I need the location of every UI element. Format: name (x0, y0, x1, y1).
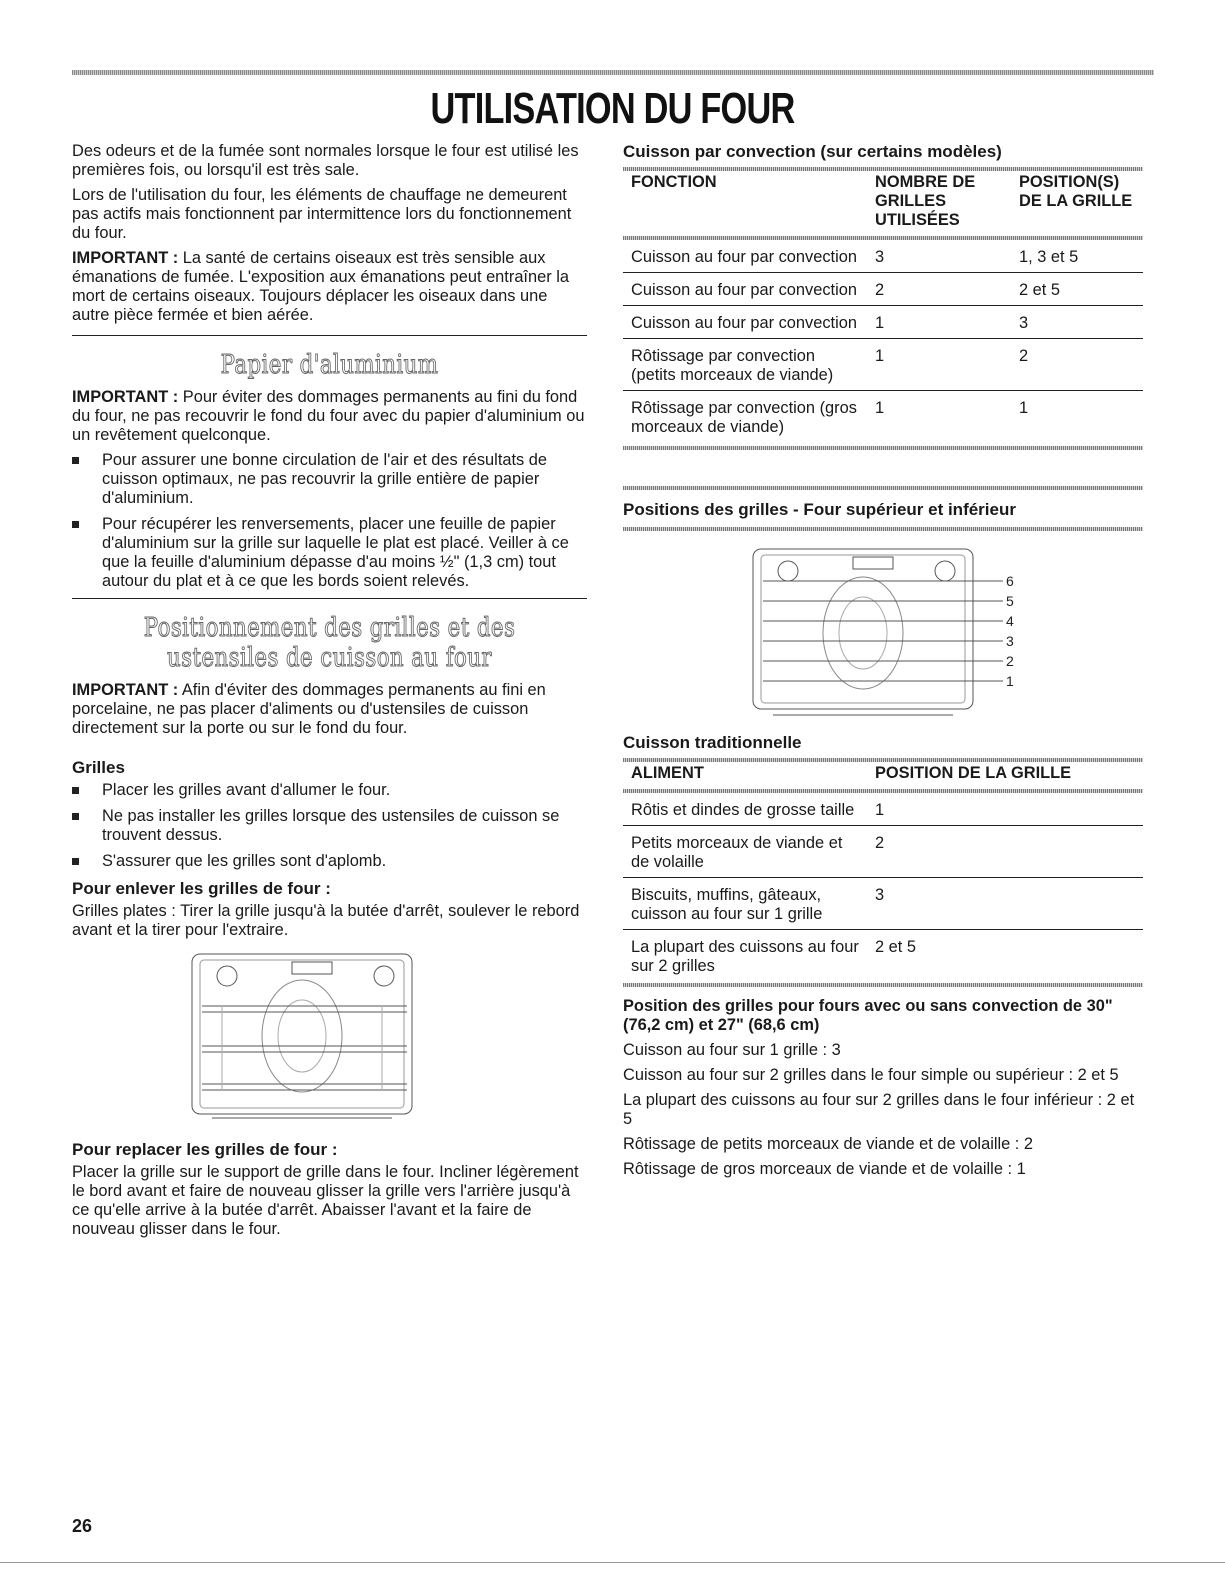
important-label: IMPORTANT : (72, 681, 179, 699)
important-text: Pour éviter des dommages permanents au fini du fond du four, ne pas recouvrir le fond du four avec du papier d'aluminium ou un revêtement quelconque. (72, 388, 585, 444)
column-header: FONCTION (631, 173, 717, 191)
table-header-row (623, 762, 1143, 789)
page-title: UTILISATION DU FOUR (430, 84, 795, 133)
replace-racks-text: Placer la grille sur le support de grille dans le four. Incliner légèrement le bord avant et faire de nouveau glisser la grille vers l'arrière jusqu'à ce qu'elle arrive à la butée d'arrêt. Abaisser l'avant et la faire de nouveau glisser dans le four. (72, 1163, 579, 1238)
column-header: NOMBRE DE GRILLES UTILISÉES (875, 173, 976, 229)
section-divider (72, 335, 587, 336)
table-cell: Biscuits, muffins, gâteaux, cuisson au four sur 1 grille (623, 878, 867, 930)
position-note-line: Cuisson au four sur 2 grilles dans le four simple ou supérieur : 2 et 5 (623, 1066, 1119, 1084)
column-header: POSITION(S) DE LA GRILLE (1019, 173, 1133, 210)
traditional-table (623, 762, 1143, 789)
position-note-line: Cuisson au four sur 1 grille : 3 (623, 1041, 841, 1059)
oven-rack-positions-diagram (623, 543, 1143, 723)
table-cell: Cuisson au four par convection (623, 306, 867, 339)
table-row (623, 339, 1143, 391)
positioning-important (72, 681, 587, 738)
table-row (623, 930, 1143, 982)
table-row (623, 240, 1143, 273)
convection-table (623, 171, 1143, 236)
right-column (623, 140, 1143, 1185)
replace-racks-heading: Pour replacer les grilles de four : (72, 1140, 338, 1159)
foil-important (72, 388, 587, 445)
remove-racks-text: Grilles plates : Tirer la grille jusqu'à la butée d'arrêt, soulever le rebord avant et la tirer pour l'extraire. (72, 902, 580, 939)
position-note-line: Rôtissage de gros morceaux de viande et de volaille : 1 (623, 1160, 1026, 1178)
table-bottom-hatch (623, 446, 1143, 450)
page-number: 26 (72, 1516, 93, 1536)
table-row (623, 878, 1143, 930)
table-row (623, 306, 1143, 339)
table-cell: Rôtis et dindes de grosse taille (631, 801, 855, 819)
table-row (623, 793, 1143, 826)
rack-label-3: 3 (1006, 633, 1014, 649)
table-cell: 1 (1011, 391, 1143, 443)
table-cell: Cuisson au four par convection (623, 273, 867, 306)
position-note-line: Rôtissage de petits morceaux de viande et de volaille : 2 (623, 1135, 1034, 1153)
list-item: Placer les grilles avant d'allumer le four. (72, 781, 587, 800)
table-cell: 3 (875, 248, 885, 266)
table-cell: 1, 3 et 5 (1019, 248, 1079, 266)
important-label: IMPORTANT : (72, 249, 179, 267)
convection-table-body (623, 240, 1143, 442)
racks-bullet-list (72, 781, 587, 871)
table-cell: 2 et 5 (867, 930, 1143, 982)
table-cell: 1 (867, 306, 1011, 339)
list-item: Ne pas installer les grilles lorsque des ustensiles de cuisson se trouvent dessus. (72, 807, 587, 845)
table-cell: 2 (867, 273, 1011, 306)
table-cell: 2 et 5 (1011, 273, 1143, 306)
section-divider (72, 598, 587, 599)
table-cell: Cuisson au four par convection (631, 248, 857, 266)
rack-label-6: 6 (1006, 573, 1014, 589)
column-header: POSITION DE LA GRILLE (875, 764, 1072, 782)
table-cell: 1 (867, 339, 1011, 391)
table-row (623, 826, 1143, 878)
table-cell: La plupart des cuissons au four sur 2 grilles (623, 930, 867, 982)
rack-label-5: 5 (1006, 593, 1014, 609)
rack-label-1: 1 (1006, 673, 1014, 689)
intro-paragraph-1: Des odeurs et de la fumée sont normales lorsque le four est utilisé les premières fois, ou lorsqu'il est très sale. (72, 142, 579, 179)
position-note-heading: Position des grilles pour fours avec ou sans convection de 30" (76,2 cm) et 27" (68,6 cm) (623, 997, 1113, 1034)
table-cell: 3 (1011, 306, 1143, 339)
table-cell: Rôtissage par convection (gros morceaux de viande) (623, 391, 867, 443)
table-cell: 2 (1011, 339, 1143, 391)
table-cell: Rôtissage par convection (petits morceaux de viande) (623, 339, 867, 391)
rack-positions-hatch-bottom (623, 527, 1143, 531)
important-text: Afin d'éviter des dommages permanents au fini en porcelaine, ne pas placer d'aliments ou d'ustensiles de cuisson directement sur la porte ou sur le fond du four. (72, 681, 546, 737)
table-cell: 2 (867, 826, 1143, 878)
rack-label-4: 4 (1006, 613, 1014, 629)
traditional-heading: Cuisson traditionnelle (623, 733, 802, 752)
oven-rack-illustration (72, 946, 587, 1126)
table-cell: 1 (875, 801, 885, 819)
important-text: La santé de certains oiseaux est très sensible aux émanations de fumée. L'exposition aux émanations peut entraîner la mort de certains oiseaux. Toujours déplacer les oiseaux dans une autre pièce fermée et bien aérée. (72, 249, 569, 324)
intro-paragraph-2: Lors de l'utilisation du four, les éléments de chauffage ne demeurent pas actifs mais fonctionnent par intermittence lors du fonctionnement du four. (72, 186, 572, 242)
table-header-row (623, 171, 1143, 236)
table-row (623, 273, 1143, 306)
table-cell: Petits morceaux de viande et de volaille (623, 826, 867, 878)
list-item: Pour assurer une bonne circulation de l'air et des résultats de cuisson optimaux, ne pas recouvrir la grille entière de papier d'aluminium. (72, 451, 587, 508)
racks-heading: Grilles (72, 758, 125, 777)
list-item: S'assurer que les grilles sont d'aplomb. (72, 852, 587, 871)
traditional-table-body (623, 793, 1143, 981)
remove-racks-heading: Pour enlever les grilles de four : (72, 879, 331, 898)
foil-heading: Papier d'aluminium (220, 350, 439, 380)
table-cell: 3 (867, 878, 1143, 930)
table-cell: 1 (867, 391, 1011, 443)
rack-label-2: 2 (1006, 653, 1014, 669)
intro-paragraph-3 (72, 249, 587, 325)
positioning-heading: Positionnement des grilles et des ustensiles de cuisson au four (143, 613, 516, 673)
rack-positions-hatch (623, 486, 1143, 490)
rack-positions-heading: Positions des grilles - Four supérieur et inférieur (623, 500, 1016, 519)
foil-bullet-list (72, 451, 587, 591)
important-label: IMPORTANT : (72, 388, 179, 406)
convection-heading: Cuisson par convection (sur certains modèles) (623, 142, 1002, 161)
left-column (72, 142, 587, 1245)
top-hatch-rule (72, 70, 1154, 75)
list-item: Pour récupérer les renversements, placer une feuille de papier d'aluminium sur la grille sur laquelle le plat est placé. Veiller à ce que la feuille d'aluminium dépasse d'au moins ½" (1,3 cm) tout autour du plat et à ce que les bords soient relevés. (72, 515, 587, 591)
position-note-line: La plupart des cuissons au four sur 2 grilles dans le four inférieur : 2 et 5 (623, 1091, 1135, 1128)
bottom-rule (0, 1562, 1225, 1563)
column-header: ALIMENT (631, 764, 704, 782)
table-row (623, 391, 1143, 443)
table-bottom-hatch (623, 983, 1143, 987)
